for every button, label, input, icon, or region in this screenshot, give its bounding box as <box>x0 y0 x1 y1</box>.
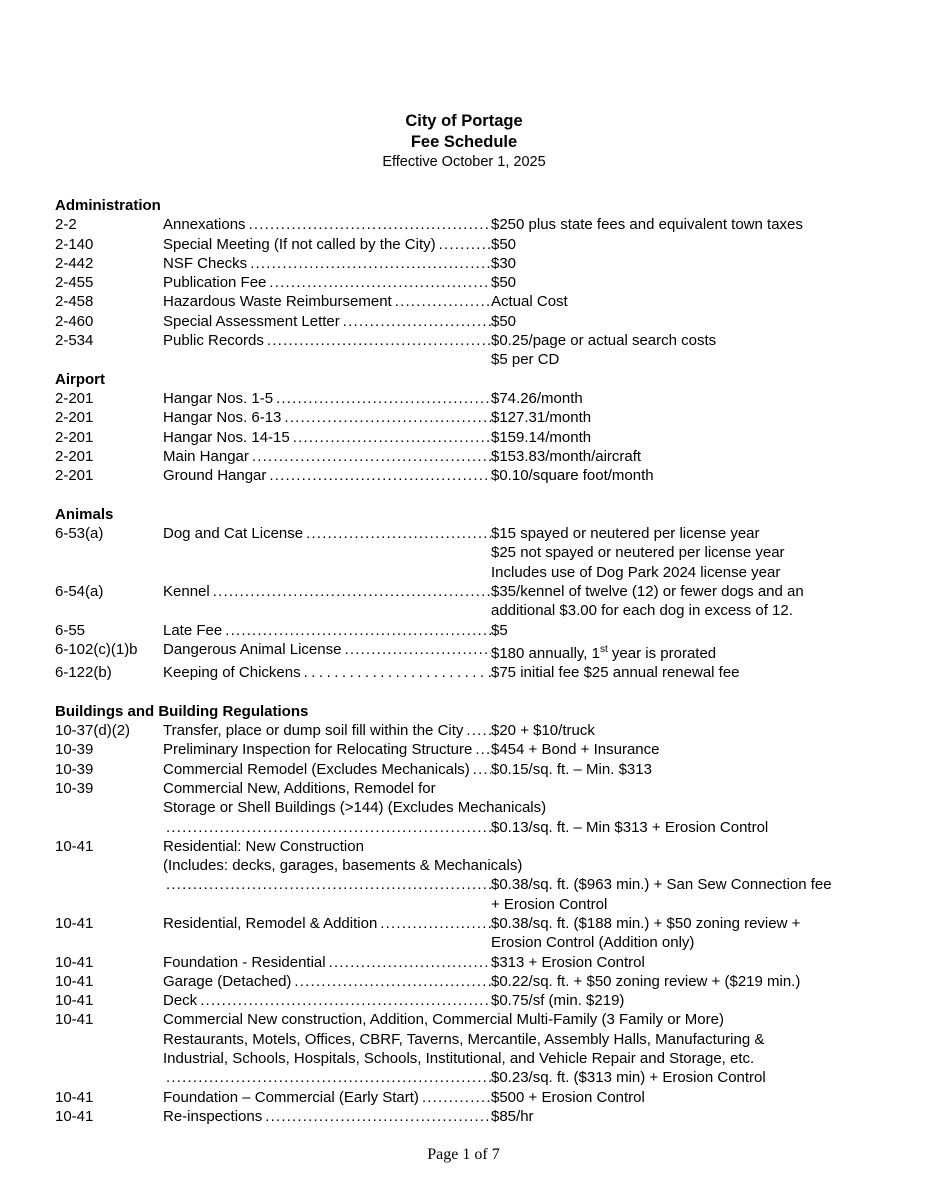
document-title: City of Portage <box>405 112 523 130</box>
fee-section <box>55 702 873 1127</box>
fee-row <box>55 235 873 254</box>
description-cell: Garage (Detached) <box>163 972 292 990</box>
description-cell: Re-inspections <box>163 1107 263 1125</box>
dot-leader <box>436 235 491 254</box>
description-cell: Ground Hangar <box>163 467 267 485</box>
code-cell: 6-55 <box>55 621 86 639</box>
dot-leader <box>377 914 491 933</box>
section-title: Administration <box>55 197 161 214</box>
fee-row <box>55 640 873 663</box>
fee-cell: $313 + Erosion Control <box>491 953 645 971</box>
fee-cell: $0.13/sq. ft. – Min $313 + Erosion Control <box>491 818 769 836</box>
fee-row <box>55 895 873 914</box>
fee-cell: $500 + Erosion Control <box>491 1088 645 1106</box>
fee-row <box>55 312 873 331</box>
fee-row <box>55 466 873 485</box>
fee-cell: $74.26/month <box>491 389 583 407</box>
description-cell: Late Fee <box>163 621 223 639</box>
description-cell: Annexations <box>163 216 246 234</box>
fee-row <box>55 779 873 798</box>
fee-row <box>55 447 873 466</box>
fee-cell: $0.23/sq. ft. ($313 min) + Erosion Control <box>491 1069 766 1087</box>
code-cell: 10-41 <box>55 914 94 932</box>
fee-row <box>55 875 873 894</box>
dot-leader <box>163 818 491 837</box>
description-cell: Residential: New Construction <box>163 837 364 855</box>
fee-cell: additional $3.00 for each dog in excess of 12. <box>491 602 793 620</box>
fee-row <box>55 215 873 234</box>
fee-row <box>55 972 873 991</box>
code-cell: 2-534 <box>55 332 94 350</box>
dot-leader <box>249 447 491 466</box>
code-cell: 10-41 <box>55 972 94 990</box>
dot-leader <box>392 292 491 311</box>
code-cell: 2-201 <box>55 409 94 427</box>
fee-cell: $0.75/sf (min. $219) <box>491 992 625 1010</box>
fee-cell: $15 spayed or neutered per license year <box>491 525 760 543</box>
code-cell: 2-201 <box>55 467 94 485</box>
document-header <box>55 111 873 172</box>
fee-cell: $85/hr <box>491 1107 534 1125</box>
fee-row <box>55 331 873 350</box>
code-cell: 6-122(b) <box>55 664 112 682</box>
dot-leader <box>163 875 491 894</box>
dot-leader <box>472 740 491 759</box>
fee-row <box>55 1068 873 1087</box>
dot-leader <box>262 1107 491 1126</box>
fee-cell: $454 + Bond + Insurance <box>491 741 660 759</box>
fee-row <box>55 582 873 601</box>
superscript-text: st <box>599 643 608 655</box>
fee-row <box>55 1030 873 1049</box>
dot-leader <box>197 991 491 1010</box>
fee-cell: Erosion Control (Addition only) <box>491 934 695 952</box>
fee-row <box>55 428 873 447</box>
fee-row <box>55 740 873 759</box>
fee-cell: $50 <box>491 235 517 253</box>
fee-row <box>55 389 873 408</box>
code-cell: 6-53(a) <box>55 525 104 543</box>
fee-cell: Includes use of Dog Park 2024 license year <box>491 563 781 581</box>
dot-leader <box>291 972 491 991</box>
fee-row <box>55 798 873 817</box>
description-cell: Dangerous Animal License <box>163 640 342 658</box>
dot-leader <box>463 721 491 740</box>
code-cell: 2-460 <box>55 312 94 330</box>
document-subtitle: Fee Schedule <box>410 133 518 151</box>
fee-row <box>55 760 873 779</box>
fee-row <box>55 856 873 875</box>
dot-leader <box>266 273 491 292</box>
fee-text: year is prorated <box>607 644 717 662</box>
fee-cell: $20 + $10/truck <box>491 722 595 740</box>
code-cell: 10-39 <box>55 741 94 759</box>
code-cell: 6-102(c)(1)b <box>55 640 138 658</box>
dot-leader <box>266 466 491 485</box>
code-cell: 2-458 <box>55 293 94 311</box>
section-title: Buildings and Building Regulations <box>55 702 309 720</box>
description-cell: Restaurants, Motels, Offices, CBRF, Taverns, Mercantile, Assembly Halls, Manufacturing & <box>163 1030 765 1048</box>
code-cell: 10-41 <box>55 992 94 1010</box>
description-cell: Industrial, Schools, Hospitals, Schools, Institutional, and Vehicle Repair and Storage, etc. <box>163 1050 755 1068</box>
description-cell: Hazardous Waste Reimbursement <box>163 293 392 311</box>
description-cell: Public Records <box>163 332 264 350</box>
code-cell: 10-41 <box>55 1107 94 1125</box>
fee-cell: $153.83/month/aircraft <box>491 447 642 465</box>
fee-cell: $0.22/sq. ft. + $50 zoning review + ($219 min.) <box>491 972 801 990</box>
page-content <box>55 111 873 1126</box>
description-cell: Commercial New, Additions, Remodel for <box>163 779 436 797</box>
fee-row <box>55 837 873 856</box>
description-cell: Commercial New construction, Addition, Commercial Multi-Family (3 Family or More) <box>163 1011 724 1029</box>
description-cell: NSF Checks <box>163 254 248 272</box>
fee-row <box>55 663 873 682</box>
code-cell: 10-37(d)(2) <box>55 722 131 740</box>
description-cell: Keeping of Chickens <box>163 664 301 682</box>
dot-leader <box>341 640 491 659</box>
fee-row <box>55 933 873 952</box>
description-cell: Transfer, place or dump soil fill within the City <box>163 722 464 740</box>
description-cell: Preliminary Inspection for Relocating Structure <box>163 741 473 759</box>
code-cell: 10-39 <box>55 779 94 797</box>
fee-cell: $127.31/month <box>491 409 592 427</box>
fee-cell: $0.38/sq. ft. ($188 min.) + $50 zoning review + <box>491 914 801 932</box>
fee-row <box>55 621 873 640</box>
fee-cell: + Erosion Control <box>491 895 608 913</box>
description-cell: Hangar Nos. 1-5 <box>163 389 274 407</box>
code-cell: 6-54(a) <box>55 582 104 600</box>
dot-leader <box>273 389 491 408</box>
fee-cell: $35/kennel of twelve (12) or fewer dogs and an <box>491 582 804 600</box>
description-cell: Deck <box>163 992 198 1010</box>
dot-leader <box>290 428 491 447</box>
fee-row <box>55 1088 873 1107</box>
description-cell: Foundation – Commercial (Early Start) <box>163 1088 419 1106</box>
dot-leader <box>326 953 491 972</box>
fee-row <box>55 524 873 543</box>
dot-leader <box>246 215 491 234</box>
fee-cell: $50 <box>491 312 517 330</box>
fee-cell: $0.25/page or actual search costs <box>491 332 717 350</box>
fee-row <box>55 273 873 292</box>
description-cell: Commercial Remodel (Excludes Mechanicals) <box>163 760 470 778</box>
fee-row <box>55 914 873 933</box>
fee-text: $180 annually, 1 <box>491 644 600 662</box>
fee-cell: $0.38/sq. ft. ($963 min.) + San Sew Connection fee <box>491 876 832 894</box>
fee-cell <box>491 640 873 663</box>
code-cell: 10-41 <box>55 953 94 971</box>
fee-row <box>55 721 873 740</box>
fee-cell: $25 not spayed or neutered per license year <box>491 544 785 562</box>
fee-row <box>55 254 873 273</box>
fee-section <box>55 505 873 683</box>
description-cell: (Includes: decks, garages, basements & Mechanicals) <box>163 857 523 875</box>
description-cell: Special Assessment Letter <box>163 312 340 330</box>
description-cell: Hangar Nos. 6-13 <box>163 409 282 427</box>
fee-row <box>55 292 873 311</box>
code-cell: 10-41 <box>55 1088 94 1106</box>
fee-cell: $30 <box>491 254 517 272</box>
code-cell: 10-41 <box>55 837 94 855</box>
code-cell: 10-41 <box>55 1011 94 1029</box>
description-cell: Special Meeting (If not called by the City) <box>163 235 436 253</box>
code-cell: 2-201 <box>55 389 94 407</box>
fee-row <box>55 953 873 972</box>
fee-row <box>55 601 873 620</box>
dot-leader <box>301 663 491 682</box>
fee-section <box>55 370 873 486</box>
fee-row <box>55 991 873 1010</box>
code-cell: 10-39 <box>55 760 94 778</box>
description-cell: Residential, Remodel & Addition <box>163 914 378 932</box>
dot-leader <box>340 312 491 331</box>
section-title: Animals <box>55 505 114 523</box>
dot-leader <box>210 582 491 601</box>
description-cell: Hangar Nos. 14-15 <box>163 428 290 446</box>
description-cell: Kennel <box>163 582 210 600</box>
description-cell: Dog and Cat License <box>163 525 304 543</box>
fee-cell: $159.14/month <box>491 428 592 446</box>
dot-leader <box>163 1068 491 1087</box>
fee-cell: $5 per CD <box>491 351 560 369</box>
fee-section <box>55 196 873 370</box>
fee-row <box>55 1107 873 1126</box>
dot-leader <box>281 408 491 427</box>
dot-leader <box>247 254 491 273</box>
description-cell: Main Hangar <box>163 447 249 465</box>
code-cell: 2-442 <box>55 254 94 272</box>
dot-leader <box>470 760 491 779</box>
fee-cell: $50 <box>491 274 517 292</box>
dot-leader <box>222 621 491 640</box>
fee-row <box>55 1049 873 1068</box>
fee-cell: $0.15/sq. ft. – Min. $313 <box>491 760 652 778</box>
description-cell: Publication Fee <box>163 274 267 292</box>
code-cell: 2-455 <box>55 274 94 292</box>
fee-cell: Actual Cost <box>491 293 568 311</box>
fee-cell: $250 plus state fees and equivalent town taxes <box>491 216 803 234</box>
fee-row <box>55 350 873 369</box>
fee-row <box>55 563 873 582</box>
dot-leader <box>419 1088 491 1107</box>
description-cell: Foundation - Residential <box>163 953 326 971</box>
page-number: Page 1 of 7 <box>427 1146 500 1163</box>
section-title: Airport <box>55 370 105 388</box>
fee-row <box>55 818 873 837</box>
code-cell: 2-201 <box>55 428 94 446</box>
dot-leader <box>303 524 491 543</box>
dot-leader <box>264 331 491 350</box>
code-cell: 2-2 <box>55 216 77 234</box>
fee-cell: $0.10/square foot/month <box>491 467 654 485</box>
effective-date: Effective October 1, 2025 <box>382 154 546 170</box>
fee-cell: $5 <box>491 621 508 639</box>
code-cell: 2-201 <box>55 447 94 465</box>
code-cell: 2-140 <box>55 235 94 253</box>
fee-row <box>55 1010 873 1029</box>
fee-row <box>55 543 873 562</box>
fee-schedule-body <box>55 196 873 1126</box>
fee-cell: $75 initial fee $25 annual renewal fee <box>491 664 740 682</box>
fee-row <box>55 408 873 427</box>
description-cell: Storage or Shell Buildings (>144) (Excludes Mechanicals) <box>163 799 547 817</box>
